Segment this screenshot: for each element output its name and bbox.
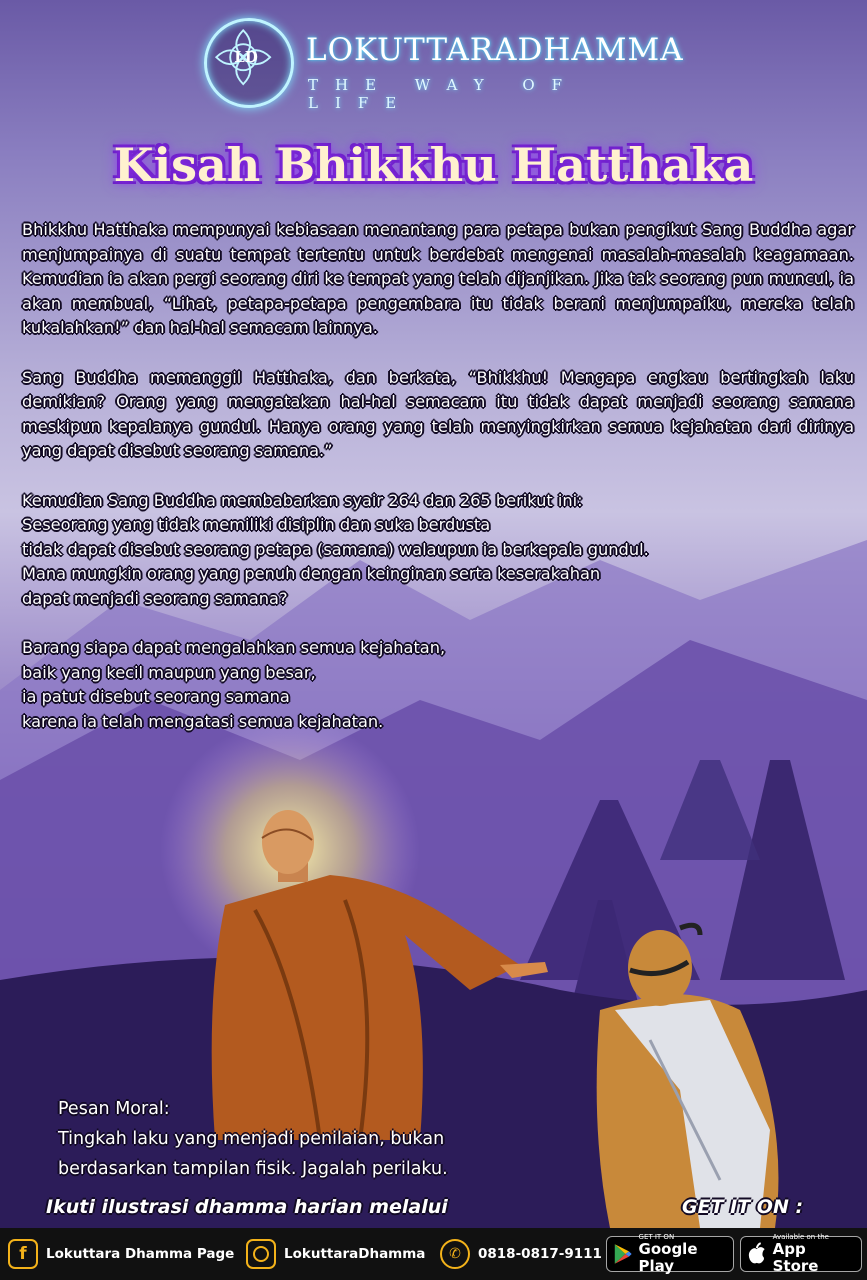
instagram-link[interactable]	[246, 1238, 425, 1270]
facebook-link[interactable]	[8, 1238, 234, 1270]
moral-heading: Pesan Moral:	[58, 1099, 170, 1119]
facebook-icon: f	[8, 1239, 38, 1269]
whatsapp-label: 0818-0817-9111	[478, 1246, 602, 1262]
verse-line: baik yang kecil maupun yang besar,	[22, 662, 316, 682]
apple-icon	[747, 1242, 767, 1266]
follow-caption: Ikuti ilustrasi dhamma harian melalui	[46, 1196, 448, 1218]
verse-line: karena ia telah mengatasi semua kejahatan.	[22, 711, 384, 731]
whatsapp-link[interactable]	[440, 1238, 602, 1270]
instagram-label: LokuttaraDhamma	[284, 1246, 426, 1262]
app-store-small-text: Available on the	[772, 1233, 829, 1241]
brand-header	[200, 18, 684, 112]
verse-line: Mana mungkin orang yang penuh dengan keinginan serta keserakahan	[22, 564, 601, 584]
story-text	[22, 218, 854, 734]
story-paragraph-2: Sang Buddha memanggil Hatthaka, dan berkata, “Bhikkhu! Mengapa engkau bertingkah laku demikian? Orang yang mengatakan hal-hal semacam itu tidak dapat menjadi seorang samana meskipun kepalanya gundul. Hanya orang yang telah menyingkirkan semua kejahatan dari dirinya yang dapat disebut seorang samana.”	[22, 367, 854, 461]
story-paragraph-1: Bhikkhu Hatthaka mempunyai kebiasaan menantang para petapa bukan pengikut Sang Buddha agar menjumpainya di suatu tempat tertentu untuk berdebat mengenai masalah-masalah keagamaan. Kemudian ia akan pergi seorang diri ke tempat yang telah dijanjikan. Jika tak seorang pun muncul, ia akan membual, “Lihat, petapa-petapa pengembara itu tidak berani menjumpaiku, mereka telah kukalahkan!” dan hal-hal semacam lainnya.	[22, 220, 854, 338]
verse-line: dapat menjadi seorang samana?	[22, 588, 288, 608]
instagram-icon	[246, 1239, 276, 1269]
google-play-icon	[613, 1242, 633, 1266]
moral-line: Tingkah laku yang menjadi penilaian, bukan	[58, 1129, 445, 1149]
whatsapp-icon: ✆	[440, 1239, 470, 1269]
social-footer	[0, 1228, 867, 1280]
verse-line: tidak dapat disebut seorang petapa (samana) walaupun ia berkepala gundul.	[22, 539, 649, 559]
verse-line: ia patut disebut seorang samana	[22, 687, 290, 707]
moral-message	[58, 1094, 448, 1184]
app-store-big-text: App Store	[772, 1240, 819, 1275]
verse-intro: Kemudian Sang Buddha membabarkan syair 264 dan 265 berikut ini:	[22, 490, 583, 510]
brand-tagline: THE WAY OF LIFE	[308, 76, 580, 112]
logo-monogram: LD	[234, 48, 258, 66]
get-it-on-caption: GET IT ON :	[682, 1196, 804, 1218]
lotus-logo-icon	[204, 18, 294, 108]
page-title: Kisah Bhikkhu Hatthaka	[113, 138, 754, 192]
moral-line: berdasarkan tampilan fisik. Jagalah perilaku.	[58, 1159, 448, 1179]
app-store-badge[interactable]	[740, 1233, 862, 1275]
google-play-small-text: GET IT ON	[638, 1233, 675, 1241]
google-play-badge[interactable]	[606, 1233, 734, 1275]
brand-name: LOKUTTARADHAMMA	[306, 32, 684, 68]
google-play-big-text: Google Play	[638, 1240, 698, 1275]
verse-line: Barang siapa dapat mengalahkan semua kejahatan,	[22, 638, 446, 658]
facebook-label: Lokuttara Dhamma Page	[46, 1246, 235, 1262]
verse-line: Seseorang yang tidak memiliki disiplin dan suka berdusta	[22, 515, 491, 535]
